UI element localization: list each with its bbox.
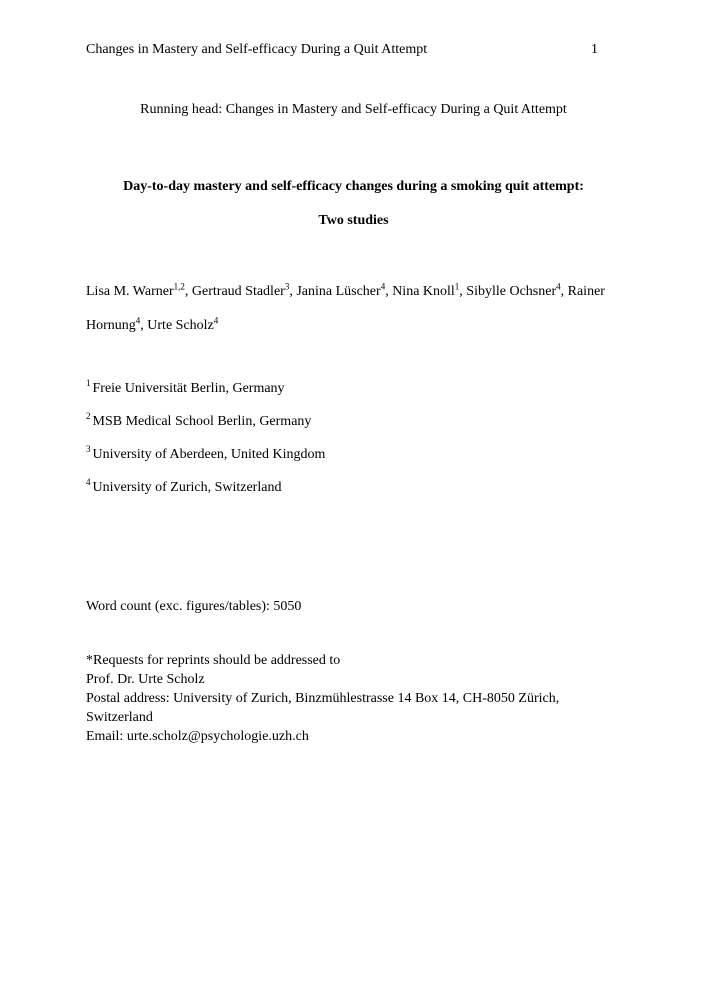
affiliation-number: 2 <box>86 411 91 422</box>
contact-email: Email: urte.scholz@psychologie.uzh.ch <box>86 729 309 744</box>
contact-name: Prof. Dr. Urte Scholz <box>86 672 205 687</box>
affiliation-number: 4 <box>86 477 91 488</box>
page-header-title: Changes in Mastery and Self-efficacy During a Quit Attempt <box>86 42 428 57</box>
author-separator: , <box>184 284 192 299</box>
author-separator: , <box>289 284 297 299</box>
word-count: Word count (exc. figures/tables): 5050 <box>86 599 302 614</box>
affiliation <box>86 444 326 463</box>
affiliation-text: University of Zurich, Switzerland <box>92 480 282 495</box>
affiliation <box>86 411 312 430</box>
author-affiliation-mark: 1 <box>454 281 460 292</box>
author-affiliation-mark: 4 <box>213 315 219 326</box>
affiliation-text: MSB Medical School Berlin, Germany <box>92 414 312 429</box>
author-separator: , <box>459 284 467 299</box>
author-name: Gertraud Stadler <box>191 284 285 299</box>
page-number: 1 <box>591 42 598 57</box>
author-affiliation-mark: 1,2 <box>173 281 185 292</box>
paper-title-line-2: Two studies <box>318 213 389 228</box>
author-separator: , <box>385 284 393 299</box>
author-separator: , Rainer <box>560 284 605 299</box>
affiliation-text: University of Aberdeen, United Kingdom <box>92 447 326 462</box>
affiliation-text: Freie Universität Berlin, Germany <box>92 381 285 396</box>
author-separator: , <box>140 318 148 333</box>
affiliation-number: 3 <box>86 444 91 455</box>
author-list-line-2 <box>86 315 219 334</box>
author-affiliation-mark: 4 <box>380 281 386 292</box>
paper-title-line-1: Day-to-day mastery and self-efficacy changes during a smoking quit attempt: <box>123 179 584 194</box>
affiliation-number: 1 <box>86 378 91 389</box>
reprint-request-line: *Requests for reprints should be addressed to <box>86 653 341 668</box>
author-affiliation-mark: 4 <box>135 315 141 326</box>
author-name: Sibylle Ochsner <box>466 284 557 299</box>
postal-address: Postal address: University of Zurich, Binzmühlestrasse 14 Box 14, CH-8050 Zürich, <box>86 691 560 706</box>
author-name: Nina Knoll <box>392 284 455 299</box>
postal-address-country: Switzerland <box>86 710 153 725</box>
author-name: Janina Lüscher <box>296 284 381 299</box>
author-list-line-1 <box>86 281 605 300</box>
running-head: Running head: Changes in Mastery and Self-efficacy During a Quit Attempt <box>140 102 567 117</box>
author-name: Lisa M. Warner <box>86 284 174 299</box>
author-affiliation-mark: 4 <box>556 281 561 292</box>
author-affiliation-mark: 3 <box>284 281 290 292</box>
affiliation <box>86 477 282 496</box>
author-name: Hornung <box>86 318 136 333</box>
affiliation <box>86 378 285 397</box>
author-name: Urte Scholz <box>147 318 214 333</box>
